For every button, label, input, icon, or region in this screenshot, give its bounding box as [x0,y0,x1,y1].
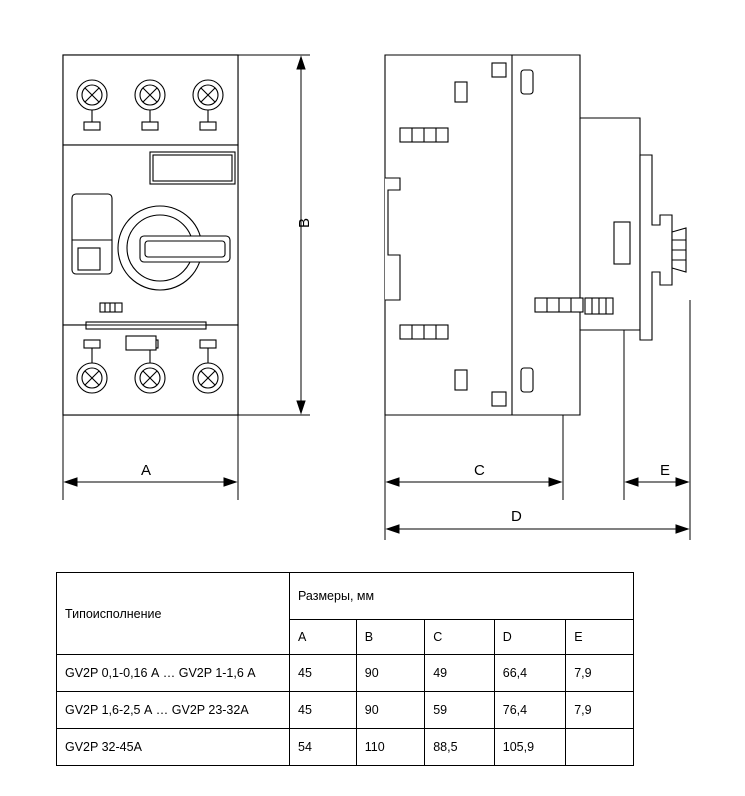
row-value-a: 54 [290,729,357,766]
table-row [57,729,634,766]
row-value-e: 7,9 [566,655,634,692]
table-row [57,692,634,729]
reset-slider [72,194,112,274]
side-view [385,55,686,415]
row-value-c: 59 [425,692,495,729]
row-value-d: 76,4 [494,692,565,729]
row-value-e: 7,9 [566,692,634,729]
header-dim-b: B [356,620,424,655]
dimension-label-a: A [141,462,152,479]
header-type: Типоисполнение [57,573,290,655]
row-value-b: 90 [356,692,424,729]
front-view [63,55,238,415]
dimension-label-c: C [474,462,485,479]
row-type: GV2P 32-45А [57,729,290,766]
header-dim-a: A [290,620,357,655]
row-value-d: 105,9 [494,729,565,766]
knob-profile [640,155,686,340]
table-row [57,655,634,692]
header-dim-d: D [494,620,565,655]
row-value-e [566,729,634,766]
header-dimensions: Размеры, мм [290,573,634,620]
table-header-row-1 [57,573,634,620]
row-value-c: 88,5 [425,729,495,766]
row-value-b: 110 [356,729,424,766]
row-value-c: 49 [425,655,495,692]
row-value-a: 45 [290,655,357,692]
dimensions-table [56,572,634,766]
header-dim-c: C [425,620,495,655]
row-type: GV2P 0,1-0,16 А … GV2P 1-1,6 А [57,655,290,692]
row-type: GV2P 1,6-2,5 А … GV2P 23-32А [57,692,290,729]
header-dim-e: E [566,620,634,655]
dimension-label-d: D [511,508,522,525]
row-value-b: 90 [356,655,424,692]
row-value-a: 45 [290,692,357,729]
row-value-d: 66,4 [494,655,565,692]
dimension-label-b: B [296,217,313,228]
dimension-label-e: E [660,462,671,479]
